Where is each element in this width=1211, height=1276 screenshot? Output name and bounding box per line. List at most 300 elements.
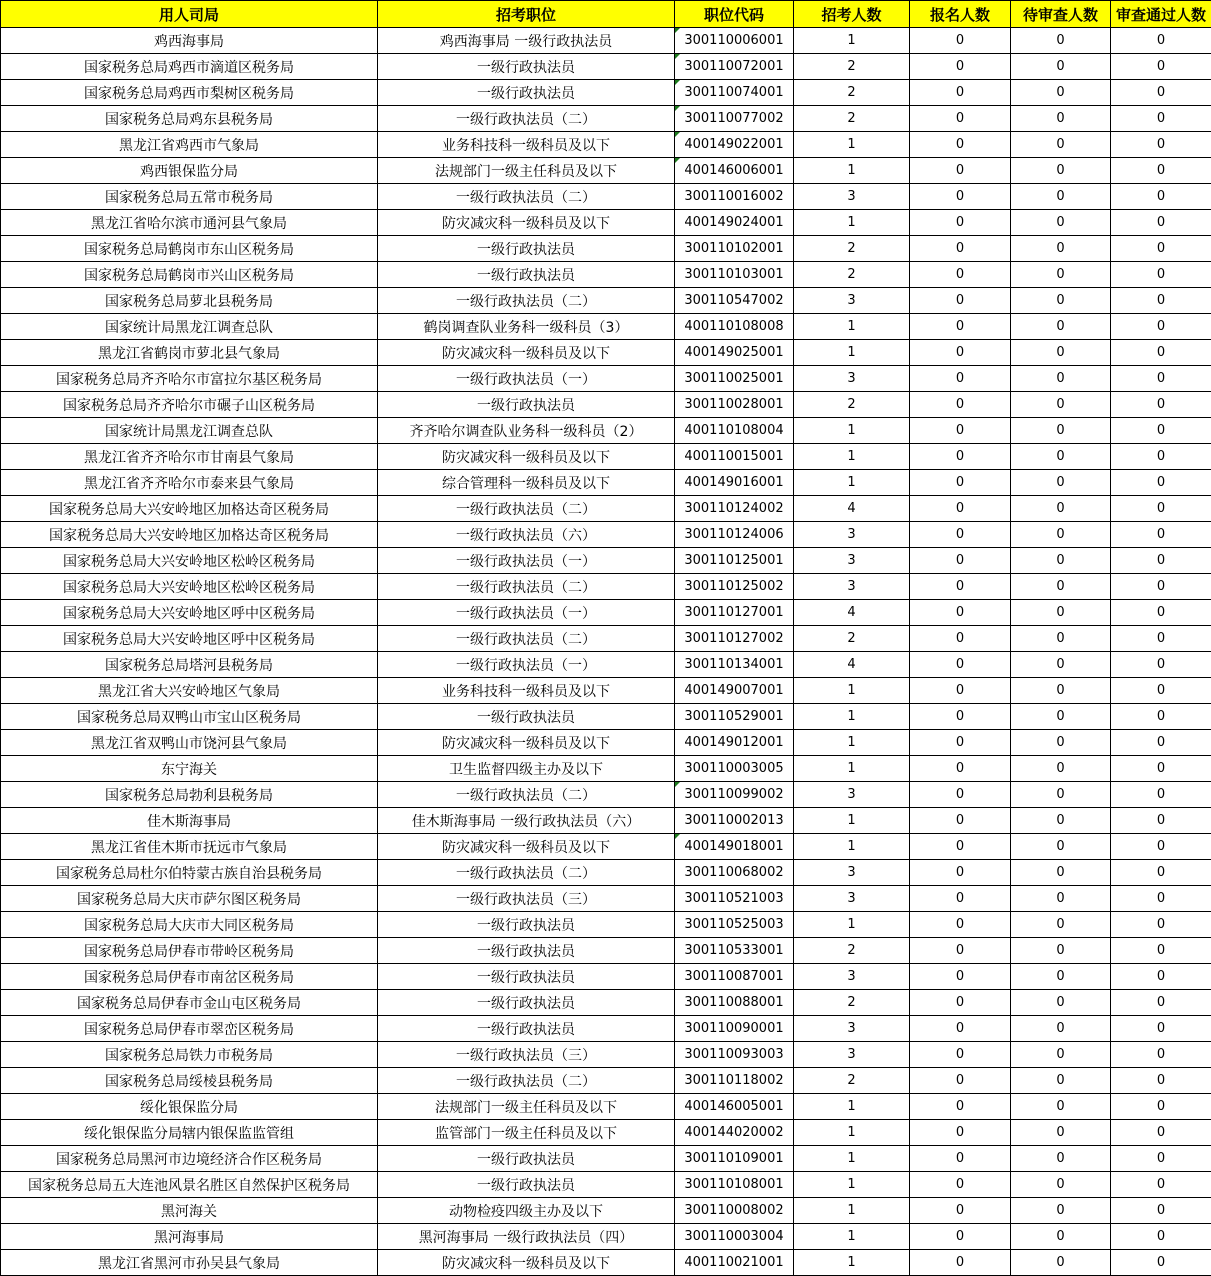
cell-recruit-count: 1 bbox=[794, 1250, 910, 1276]
cell-review-passed: 0 bbox=[1111, 652, 1211, 678]
cell-review-passed: 0 bbox=[1111, 678, 1211, 704]
cell-position: 一级行政执法员 bbox=[378, 938, 675, 964]
cell-position: 一级行政执法员 bbox=[378, 912, 675, 938]
cell-department: 国家税务总局伊春市翠峦区税务局 bbox=[1, 1016, 378, 1042]
cell-position: 防灾减灾科一级科员及以下 bbox=[378, 730, 675, 756]
cell-recruit-count: 2 bbox=[794, 236, 910, 262]
cell-department: 鸡西银保监分局 bbox=[1, 158, 378, 184]
cell-department: 黑龙江省齐齐哈尔市泰来县气象局 bbox=[1, 470, 378, 496]
cell-position: 防灾减灾科一级科员及以下 bbox=[378, 1250, 675, 1276]
cell-position: 一级行政执法员（二） bbox=[378, 496, 675, 522]
cell-review-passed: 0 bbox=[1111, 392, 1211, 418]
cell-department: 国家税务总局大兴安岭地区松岭区税务局 bbox=[1, 548, 378, 574]
cell-pending-review: 0 bbox=[1011, 626, 1111, 652]
cell-position-code: 300110125001 bbox=[675, 548, 794, 574]
table-row bbox=[1, 1172, 1211, 1198]
cell-pending-review: 0 bbox=[1011, 340, 1111, 366]
cell-department: 黑河海关 bbox=[1, 1198, 378, 1224]
cell-applicant-count: 0 bbox=[910, 782, 1011, 808]
cell-department: 绥化银保监分局辖内银保监监管组 bbox=[1, 1120, 378, 1146]
cell-recruit-count: 3 bbox=[794, 782, 910, 808]
cell-position: 一级行政执法员（二） bbox=[378, 184, 675, 210]
cell-position-code: 300110127001 bbox=[675, 600, 794, 626]
cell-position-code: 300110072001 bbox=[675, 54, 794, 80]
cell-position: 一级行政执法员（二） bbox=[378, 288, 675, 314]
cell-position-code: 300110025001 bbox=[675, 366, 794, 392]
cell-position: 一级行政执法员 bbox=[378, 704, 675, 730]
cell-pending-review: 0 bbox=[1011, 418, 1111, 444]
table-row bbox=[1, 314, 1211, 340]
cell-position-code: 400146005001 bbox=[675, 1094, 794, 1120]
cell-review-passed: 0 bbox=[1111, 1094, 1211, 1120]
cell-position-code: 400110108008 bbox=[675, 314, 794, 340]
cell-department: 黑龙江省大兴安岭地区气象局 bbox=[1, 678, 378, 704]
cell-recruit-count: 3 bbox=[794, 184, 910, 210]
cell-position: 一级行政执法员（二） bbox=[378, 106, 675, 132]
cell-position-code: 300110127002 bbox=[675, 626, 794, 652]
cell-position: 一级行政执法员 bbox=[378, 1016, 675, 1042]
cell-recruit-count: 3 bbox=[794, 522, 910, 548]
cell-position-code: 400149024001 bbox=[675, 210, 794, 236]
cell-position-code: 300110003005 bbox=[675, 756, 794, 782]
cell-applicant-count: 0 bbox=[910, 314, 1011, 340]
cell-recruit-count: 2 bbox=[794, 54, 910, 80]
cell-position-code: 300110134001 bbox=[675, 652, 794, 678]
header-position-code: 职位代码 bbox=[675, 1, 794, 28]
cell-recruit-count: 2 bbox=[794, 626, 910, 652]
cell-review-passed: 0 bbox=[1111, 964, 1211, 990]
cell-applicant-count: 0 bbox=[910, 132, 1011, 158]
cell-recruit-count: 3 bbox=[794, 574, 910, 600]
cell-position: 一级行政执法员（三） bbox=[378, 886, 675, 912]
cell-pending-review: 0 bbox=[1011, 756, 1111, 782]
cell-department: 黑龙江省黑河市孙吴县气象局 bbox=[1, 1250, 378, 1276]
cell-applicant-count: 0 bbox=[910, 1250, 1011, 1276]
cell-review-passed: 0 bbox=[1111, 158, 1211, 184]
cell-department: 国家税务总局鸡东县税务局 bbox=[1, 106, 378, 132]
cell-review-passed: 0 bbox=[1111, 470, 1211, 496]
cell-applicant-count: 0 bbox=[910, 444, 1011, 470]
cell-position-code: 300110099002 bbox=[675, 782, 794, 808]
cell-applicant-count: 0 bbox=[910, 964, 1011, 990]
cell-review-passed: 0 bbox=[1111, 80, 1211, 106]
cell-position-code: 400149016001 bbox=[675, 470, 794, 496]
table-body bbox=[1, 28, 1211, 1276]
cell-pending-review: 0 bbox=[1011, 808, 1111, 834]
cell-applicant-count: 0 bbox=[910, 990, 1011, 1016]
cell-recruit-count: 1 bbox=[794, 418, 910, 444]
cell-applicant-count: 0 bbox=[910, 366, 1011, 392]
cell-recruit-count: 3 bbox=[794, 886, 910, 912]
cell-review-passed: 0 bbox=[1111, 782, 1211, 808]
cell-recruit-count: 1 bbox=[794, 210, 910, 236]
cell-applicant-count: 0 bbox=[910, 1146, 1011, 1172]
cell-pending-review: 0 bbox=[1011, 1016, 1111, 1042]
cell-recruit-count: 1 bbox=[794, 340, 910, 366]
cell-applicant-count: 0 bbox=[910, 80, 1011, 106]
cell-recruit-count: 1 bbox=[794, 808, 910, 834]
cell-position-code: 300110521003 bbox=[675, 886, 794, 912]
cell-position-code: 400146006001 bbox=[675, 158, 794, 184]
cell-department: 国家税务总局大兴安岭地区松岭区税务局 bbox=[1, 574, 378, 600]
cell-recruit-count: 2 bbox=[794, 262, 910, 288]
cell-pending-review: 0 bbox=[1011, 860, 1111, 886]
cell-position-code: 300110108001 bbox=[675, 1172, 794, 1198]
table-row bbox=[1, 808, 1211, 834]
cell-recruit-count: 1 bbox=[794, 704, 910, 730]
table-row bbox=[1, 652, 1211, 678]
cell-position: 监管部门一级主任科员及以下 bbox=[378, 1120, 675, 1146]
header-row bbox=[1, 1, 1211, 28]
cell-department: 国家税务总局五常市税务局 bbox=[1, 184, 378, 210]
table-row bbox=[1, 132, 1211, 158]
cell-review-passed: 0 bbox=[1111, 444, 1211, 470]
cell-pending-review: 0 bbox=[1011, 912, 1111, 938]
cell-department: 国家税务总局伊春市金山屯区税务局 bbox=[1, 990, 378, 1016]
table-header bbox=[1, 1, 1211, 28]
cell-department: 黑龙江省齐齐哈尔市甘南县气象局 bbox=[1, 444, 378, 470]
cell-position: 一级行政执法员（一） bbox=[378, 548, 675, 574]
cell-applicant-count: 0 bbox=[910, 210, 1011, 236]
table-row bbox=[1, 522, 1211, 548]
table-row bbox=[1, 158, 1211, 184]
cell-department: 国家税务总局大兴安岭地区呼中区税务局 bbox=[1, 600, 378, 626]
cell-applicant-count: 0 bbox=[910, 678, 1011, 704]
cell-position: 一级行政执法员 bbox=[378, 54, 675, 80]
cell-review-passed: 0 bbox=[1111, 418, 1211, 444]
cell-position-code: 300110028001 bbox=[675, 392, 794, 418]
cell-pending-review: 0 bbox=[1011, 652, 1111, 678]
cell-applicant-count: 0 bbox=[910, 730, 1011, 756]
table-row bbox=[1, 392, 1211, 418]
cell-recruit-count: 3 bbox=[794, 548, 910, 574]
cell-position: 一级行政执法员 bbox=[378, 1146, 675, 1172]
table-row bbox=[1, 600, 1211, 626]
cell-position-code: 300110088001 bbox=[675, 990, 794, 1016]
cell-applicant-count: 0 bbox=[910, 652, 1011, 678]
cell-department: 国家税务总局齐齐哈尔市碾子山区税务局 bbox=[1, 392, 378, 418]
cell-pending-review: 0 bbox=[1011, 574, 1111, 600]
cell-review-passed: 0 bbox=[1111, 522, 1211, 548]
table-row bbox=[1, 626, 1211, 652]
cell-department: 东宁海关 bbox=[1, 756, 378, 782]
cell-applicant-count: 0 bbox=[910, 184, 1011, 210]
cell-review-passed: 0 bbox=[1111, 106, 1211, 132]
cell-review-passed: 0 bbox=[1111, 990, 1211, 1016]
cell-pending-review: 0 bbox=[1011, 1250, 1111, 1276]
cell-position: 鹤岗调查队业务科一级科员（3） bbox=[378, 314, 675, 340]
cell-pending-review: 0 bbox=[1011, 314, 1111, 340]
cell-applicant-count: 0 bbox=[910, 418, 1011, 444]
cell-pending-review: 0 bbox=[1011, 288, 1111, 314]
cell-recruit-count: 3 bbox=[794, 1042, 910, 1068]
cell-position: 一级行政执法员 bbox=[378, 80, 675, 106]
table-row bbox=[1, 704, 1211, 730]
cell-applicant-count: 0 bbox=[910, 1172, 1011, 1198]
cell-position: 黑河海事局 一级行政执法员（四） bbox=[378, 1224, 675, 1250]
cell-position-code: 400110021001 bbox=[675, 1250, 794, 1276]
cell-review-passed: 0 bbox=[1111, 1016, 1211, 1042]
cell-review-passed: 0 bbox=[1111, 1250, 1211, 1276]
cell-recruit-count: 3 bbox=[794, 288, 910, 314]
cell-position: 一级行政执法员（六） bbox=[378, 522, 675, 548]
cell-position-code: 300110525003 bbox=[675, 912, 794, 938]
cell-position-code: 300110529001 bbox=[675, 704, 794, 730]
cell-position: 一级行政执法员（一） bbox=[378, 652, 675, 678]
cell-position-code: 400110015001 bbox=[675, 444, 794, 470]
cell-recruit-count: 2 bbox=[794, 392, 910, 418]
table-row bbox=[1, 80, 1211, 106]
cell-applicant-count: 0 bbox=[910, 28, 1011, 54]
cell-recruit-count: 4 bbox=[794, 652, 910, 678]
cell-applicant-count: 0 bbox=[910, 470, 1011, 496]
cell-applicant-count: 0 bbox=[910, 600, 1011, 626]
cell-pending-review: 0 bbox=[1011, 1094, 1111, 1120]
cell-department: 国家税务总局大兴安岭地区加格达奇区税务局 bbox=[1, 496, 378, 522]
table-row bbox=[1, 860, 1211, 886]
header-position: 招考职位 bbox=[378, 1, 675, 28]
cell-department: 国家税务总局铁力市税务局 bbox=[1, 1042, 378, 1068]
cell-department: 国家税务总局伊春市南岔区税务局 bbox=[1, 964, 378, 990]
cell-pending-review: 0 bbox=[1011, 236, 1111, 262]
cell-applicant-count: 0 bbox=[910, 834, 1011, 860]
table-row bbox=[1, 340, 1211, 366]
table-row bbox=[1, 912, 1211, 938]
cell-recruit-count: 1 bbox=[794, 1146, 910, 1172]
cell-applicant-count: 0 bbox=[910, 704, 1011, 730]
cell-position: 防灾减灾科一级科员及以下 bbox=[378, 210, 675, 236]
cell-recruit-count: 1 bbox=[794, 132, 910, 158]
cell-department: 国家税务总局鹤岗市兴山区税务局 bbox=[1, 262, 378, 288]
cell-department: 国家税务总局萝北县税务局 bbox=[1, 288, 378, 314]
cell-pending-review: 0 bbox=[1011, 782, 1111, 808]
cell-department: 国家税务总局绥棱县税务局 bbox=[1, 1068, 378, 1094]
cell-position: 一级行政执法员 bbox=[378, 236, 675, 262]
cell-pending-review: 0 bbox=[1011, 1042, 1111, 1068]
cell-position-code: 300110003004 bbox=[675, 1224, 794, 1250]
cell-recruit-count: 3 bbox=[794, 366, 910, 392]
cell-pending-review: 0 bbox=[1011, 496, 1111, 522]
table-row bbox=[1, 678, 1211, 704]
cell-department: 国家统计局黑龙江调查总队 bbox=[1, 314, 378, 340]
table-row bbox=[1, 938, 1211, 964]
cell-applicant-count: 0 bbox=[910, 886, 1011, 912]
table-row bbox=[1, 210, 1211, 236]
cell-position-code: 400110108004 bbox=[675, 418, 794, 444]
cell-applicant-count: 0 bbox=[910, 158, 1011, 184]
cell-pending-review: 0 bbox=[1011, 730, 1111, 756]
cell-pending-review: 0 bbox=[1011, 834, 1111, 860]
cell-department: 国家税务总局大兴安岭地区呼中区税务局 bbox=[1, 626, 378, 652]
cell-position: 业务科技科一级科员及以下 bbox=[378, 678, 675, 704]
cell-pending-review: 0 bbox=[1011, 106, 1111, 132]
cell-review-passed: 0 bbox=[1111, 28, 1211, 54]
cell-review-passed: 0 bbox=[1111, 1224, 1211, 1250]
cell-position: 业务科技科一级科员及以下 bbox=[378, 132, 675, 158]
table-row bbox=[1, 990, 1211, 1016]
table-row bbox=[1, 1094, 1211, 1120]
cell-review-passed: 0 bbox=[1111, 262, 1211, 288]
cell-review-passed: 0 bbox=[1111, 886, 1211, 912]
cell-position-code: 300110124002 bbox=[675, 496, 794, 522]
cell-recruit-count: 2 bbox=[794, 1068, 910, 1094]
cell-position: 防灾减灾科一级科员及以下 bbox=[378, 340, 675, 366]
cell-position-code: 300110102001 bbox=[675, 236, 794, 262]
cell-applicant-count: 0 bbox=[910, 860, 1011, 886]
cell-department: 国家税务总局黑河市边境经济合作区税务局 bbox=[1, 1146, 378, 1172]
cell-recruit-count: 1 bbox=[794, 1224, 910, 1250]
cell-position: 鸡西海事局 一级行政执法员 bbox=[378, 28, 675, 54]
cell-position-code: 300110547002 bbox=[675, 288, 794, 314]
cell-applicant-count: 0 bbox=[910, 392, 1011, 418]
table-row bbox=[1, 262, 1211, 288]
cell-position: 卫生监督四级主办及以下 bbox=[378, 756, 675, 782]
cell-position-code: 300110016002 bbox=[675, 184, 794, 210]
cell-position: 一级行政执法员 bbox=[378, 392, 675, 418]
cell-pending-review: 0 bbox=[1011, 678, 1111, 704]
cell-recruit-count: 1 bbox=[794, 678, 910, 704]
cell-pending-review: 0 bbox=[1011, 470, 1111, 496]
cell-position: 佳木斯海事局 一级行政执法员（六） bbox=[378, 808, 675, 834]
cell-department: 鸡西海事局 bbox=[1, 28, 378, 54]
cell-department: 黑龙江省哈尔滨市通河县气象局 bbox=[1, 210, 378, 236]
cell-recruit-count: 1 bbox=[794, 756, 910, 782]
cell-position: 一级行政执法员 bbox=[378, 262, 675, 288]
table-row bbox=[1, 444, 1211, 470]
cell-pending-review: 0 bbox=[1011, 1172, 1111, 1198]
cell-pending-review: 0 bbox=[1011, 262, 1111, 288]
table-row bbox=[1, 496, 1211, 522]
cell-department: 黑龙江省双鸭山市饶河县气象局 bbox=[1, 730, 378, 756]
header-department: 用人司局 bbox=[1, 1, 378, 28]
table-row bbox=[1, 886, 1211, 912]
cell-pending-review: 0 bbox=[1011, 964, 1111, 990]
table-row bbox=[1, 1198, 1211, 1224]
cell-position: 一级行政执法员（一） bbox=[378, 366, 675, 392]
cell-position: 一级行政执法员（二） bbox=[378, 1068, 675, 1094]
cell-position: 一级行政执法员（二） bbox=[378, 782, 675, 808]
cell-position: 综合管理科一级科员及以下 bbox=[378, 470, 675, 496]
cell-pending-review: 0 bbox=[1011, 1068, 1111, 1094]
header-applicant-count: 报名人数 bbox=[910, 1, 1011, 28]
cell-department: 国家税务总局大庆市大同区税务局 bbox=[1, 912, 378, 938]
table-row bbox=[1, 756, 1211, 782]
cell-position-code: 300110090001 bbox=[675, 1016, 794, 1042]
cell-position-code: 300110103001 bbox=[675, 262, 794, 288]
cell-pending-review: 0 bbox=[1011, 1198, 1111, 1224]
cell-applicant-count: 0 bbox=[910, 1042, 1011, 1068]
cell-pending-review: 0 bbox=[1011, 392, 1111, 418]
table-row bbox=[1, 964, 1211, 990]
cell-applicant-count: 0 bbox=[910, 1198, 1011, 1224]
cell-pending-review: 0 bbox=[1011, 886, 1111, 912]
cell-pending-review: 0 bbox=[1011, 704, 1111, 730]
cell-recruit-count: 1 bbox=[794, 1120, 910, 1146]
cell-position-code: 300110118002 bbox=[675, 1068, 794, 1094]
cell-recruit-count: 1 bbox=[794, 1198, 910, 1224]
cell-position: 法规部门一级主任科员及以下 bbox=[378, 158, 675, 184]
cell-recruit-count: 2 bbox=[794, 80, 910, 106]
cell-position-code: 300110124006 bbox=[675, 522, 794, 548]
cell-pending-review: 0 bbox=[1011, 54, 1111, 80]
cell-position-code: 300110125002 bbox=[675, 574, 794, 600]
table-row bbox=[1, 1224, 1211, 1250]
table-row bbox=[1, 1146, 1211, 1172]
cell-department: 国家税务总局鹤岗市东山区税务局 bbox=[1, 236, 378, 262]
cell-department: 国家税务总局大庆市萨尔图区税务局 bbox=[1, 886, 378, 912]
cell-pending-review: 0 bbox=[1011, 1224, 1111, 1250]
cell-recruit-count: 3 bbox=[794, 860, 910, 886]
cell-position: 防灾减灾科一级科员及以下 bbox=[378, 444, 675, 470]
cell-recruit-count: 2 bbox=[794, 990, 910, 1016]
cell-position-code: 300110109001 bbox=[675, 1146, 794, 1172]
cell-recruit-count: 2 bbox=[794, 106, 910, 132]
cell-position-code: 400149018001 bbox=[675, 834, 794, 860]
cell-review-passed: 0 bbox=[1111, 860, 1211, 886]
table-row bbox=[1, 366, 1211, 392]
table-row bbox=[1, 1016, 1211, 1042]
cell-position: 一级行政执法员（二） bbox=[378, 574, 675, 600]
cell-review-passed: 0 bbox=[1111, 1042, 1211, 1068]
cell-applicant-count: 0 bbox=[910, 496, 1011, 522]
cell-pending-review: 0 bbox=[1011, 1146, 1111, 1172]
cell-recruit-count: 1 bbox=[794, 1094, 910, 1120]
cell-pending-review: 0 bbox=[1011, 132, 1111, 158]
cell-position: 一级行政执法员（一） bbox=[378, 600, 675, 626]
cell-applicant-count: 0 bbox=[910, 756, 1011, 782]
cell-review-passed: 0 bbox=[1111, 184, 1211, 210]
cell-review-passed: 0 bbox=[1111, 574, 1211, 600]
cell-department: 黑龙江省佳木斯市抚远市气象局 bbox=[1, 834, 378, 860]
cell-review-passed: 0 bbox=[1111, 912, 1211, 938]
cell-review-passed: 0 bbox=[1111, 730, 1211, 756]
cell-position: 一级行政执法员（二） bbox=[378, 860, 675, 886]
cell-recruit-count: 3 bbox=[794, 964, 910, 990]
cell-position-code: 300110006001 bbox=[675, 28, 794, 54]
cell-department: 国家税务总局伊春市带岭区税务局 bbox=[1, 938, 378, 964]
cell-applicant-count: 0 bbox=[910, 938, 1011, 964]
header-review-passed: 审查通过人数 bbox=[1111, 1, 1211, 28]
cell-department: 国家税务总局双鸭山市宝山区税务局 bbox=[1, 704, 378, 730]
cell-review-passed: 0 bbox=[1111, 834, 1211, 860]
table-row bbox=[1, 834, 1211, 860]
cell-position: 一级行政执法员 bbox=[378, 964, 675, 990]
cell-review-passed: 0 bbox=[1111, 132, 1211, 158]
cell-applicant-count: 0 bbox=[910, 1224, 1011, 1250]
cell-review-passed: 0 bbox=[1111, 1198, 1211, 1224]
cell-pending-review: 0 bbox=[1011, 444, 1111, 470]
cell-position-code: 300110068002 bbox=[675, 860, 794, 886]
header-pending-review: 待审查人数 bbox=[1011, 1, 1111, 28]
cell-applicant-count: 0 bbox=[910, 808, 1011, 834]
cell-pending-review: 0 bbox=[1011, 366, 1111, 392]
cell-position-code: 300110077002 bbox=[675, 106, 794, 132]
cell-applicant-count: 0 bbox=[910, 548, 1011, 574]
cell-recruit-count: 1 bbox=[794, 470, 910, 496]
cell-applicant-count: 0 bbox=[910, 574, 1011, 600]
table-row bbox=[1, 418, 1211, 444]
cell-department: 国家统计局黑龙江调查总队 bbox=[1, 418, 378, 444]
cell-pending-review: 0 bbox=[1011, 990, 1111, 1016]
cell-recruit-count: 2 bbox=[794, 938, 910, 964]
cell-recruit-count: 1 bbox=[794, 730, 910, 756]
table-row bbox=[1, 1120, 1211, 1146]
cell-review-passed: 0 bbox=[1111, 1068, 1211, 1094]
cell-applicant-count: 0 bbox=[910, 340, 1011, 366]
table-row bbox=[1, 548, 1211, 574]
cell-review-passed: 0 bbox=[1111, 314, 1211, 340]
cell-applicant-count: 0 bbox=[910, 912, 1011, 938]
